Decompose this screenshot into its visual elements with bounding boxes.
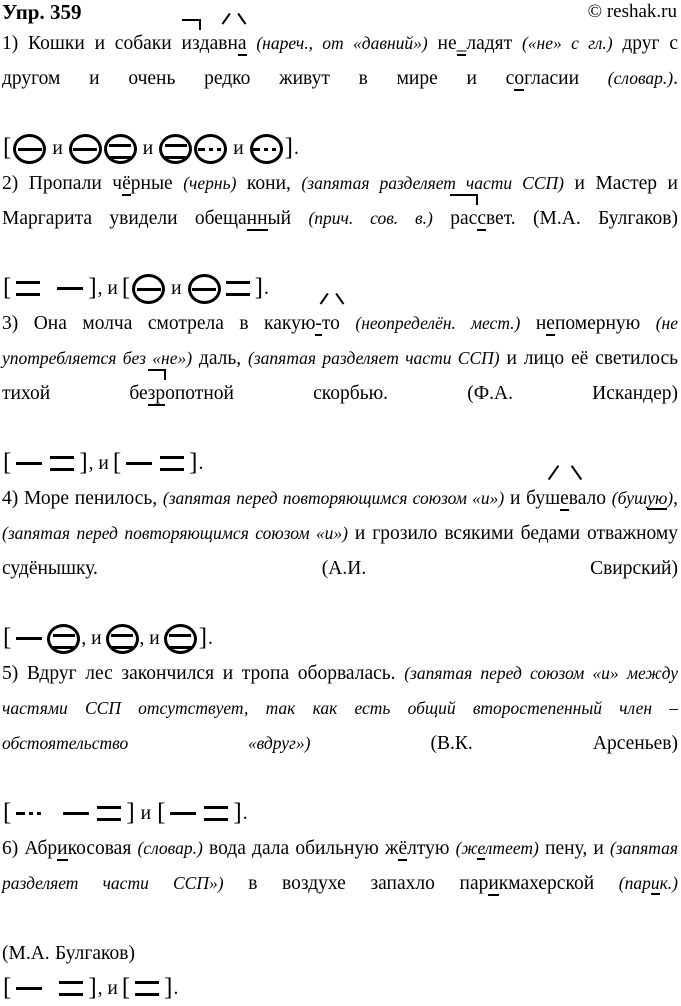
- bracket-close: ]: [254, 274, 263, 301]
- s4-text-b: и буш: [504, 488, 561, 509]
- bracket-open: [: [121, 274, 131, 301]
- s3-note-2: (не употребляется без «не»): [2, 313, 679, 368]
- sentence-3: [2, 306, 678, 446]
- bracket-open: [: [157, 799, 166, 826]
- s6-yo-underline: ё: [398, 838, 408, 859]
- circle-predicate: [164, 624, 197, 654]
- s6-note-2-underline: е: [477, 838, 485, 858]
- scheme-4: [2, 621, 678, 656]
- s1-note-2: («не» с гл.): [521, 33, 613, 53]
- s1-text-c: ладят: [466, 33, 522, 54]
- subject-line-icon: [137, 288, 161, 291]
- bracket-close: ]: [88, 274, 97, 301]
- s3-hyphen-underline: -: [315, 313, 322, 334]
- s2-note-3: (прич. сов. в.): [308, 208, 433, 228]
- bracket-open: [: [3, 274, 12, 301]
- bracket-open: [: [3, 974, 12, 1001]
- s6-text-d: лтую: [407, 838, 456, 859]
- period: .: [263, 278, 269, 299]
- s3-text-g: опотной скорбью. (Ф.А. Искандер): [165, 383, 678, 404]
- subject-line-icon: [16, 987, 42, 990]
- s1-stem: дав: [199, 33, 228, 54]
- exercise-content: [0, 26, 681, 1006]
- s1-prefix-letters: из: [181, 33, 200, 54]
- bracket-close: ]: [198, 624, 208, 651]
- s6-text-f: в воздухе запахло пар: [223, 873, 489, 894]
- period: .: [242, 803, 248, 824]
- bracket-close: ]: [126, 799, 135, 826]
- subject-line-icon: [16, 637, 42, 640]
- sentence-1: [2, 26, 678, 131]
- bracket-close: ]: [164, 974, 173, 1001]
- subject-line-icon: [126, 462, 152, 465]
- s2-text-f: вет. (М.А. Булгаков): [485, 208, 678, 229]
- predicate-line-icon: [165, 144, 187, 159]
- s1-text-e: гласии: [524, 68, 608, 89]
- scheme-5: [2, 796, 678, 831]
- conjunction: и: [171, 278, 182, 299]
- circle-predicate: [104, 134, 137, 164]
- period: .: [198, 453, 204, 474]
- circle-subject: [69, 134, 102, 164]
- sentence-2: [2, 166, 678, 271]
- prefix-mark-rassvet: [450, 201, 477, 236]
- s6-note-2-close: лтеет): [484, 838, 539, 858]
- conjunction: и: [52, 138, 63, 159]
- s6-text-a: 6) Абр: [2, 838, 58, 859]
- subject-line-icon: [192, 288, 216, 291]
- bracket-close: ]: [79, 449, 88, 476]
- bracket-close: ]: [189, 449, 198, 476]
- s3-space: [340, 313, 355, 334]
- s2-text-d: и Мастер и Маргарита увидели обеща: [2, 173, 678, 229]
- postfix-mark-to: [322, 306, 340, 341]
- s2-text-b: рные: [130, 173, 184, 194]
- s3-text-c: померную: [554, 313, 656, 334]
- circle-circumstance: [194, 134, 227, 164]
- s2-ss-underline: с: [477, 208, 486, 229]
- bracket-open: [: [112, 449, 122, 476]
- prefix-mark-bezropotnoy: [148, 376, 165, 411]
- s3-postfix-letters: то: [321, 313, 340, 334]
- comma-conjunction: , и: [139, 628, 160, 649]
- sentence-4: [2, 481, 678, 621]
- s4-note-3: (запятая перед повторяющимся союзом «и»): [2, 523, 349, 543]
- s6-note-4-open: (пар: [618, 873, 651, 893]
- s2-yo-underline: ё: [122, 173, 131, 194]
- s5-note-1: (запятая перед союзом «и» между частями ССП отсутствует, так как есть общий второстепенный член – обстоятельство «вдруг»): [2, 663, 679, 753]
- s4-e-underline: е: [560, 488, 569, 509]
- scheme-1: [2, 131, 678, 166]
- s6-text-c: вода дала обильную ж: [202, 838, 399, 859]
- s1-space-1: [247, 33, 257, 54]
- predicate-line-icon: [111, 634, 133, 649]
- s5-text-a: 5) Вдруг лес закончился и тропа оборвалась.: [2, 663, 405, 684]
- subject-line-icon: [63, 812, 89, 815]
- comma-conjunction: , и: [97, 978, 118, 999]
- conjunction: и: [233, 138, 244, 159]
- s6-i-underline-2: и: [488, 873, 499, 894]
- s6-i-underline-1: и: [57, 838, 68, 859]
- comma-conjunction: , и: [81, 628, 102, 649]
- s4-note-2-close: ): [667, 488, 674, 508]
- s2-text-a: 2) Пропали ч: [2, 173, 123, 194]
- circle-subject: [188, 274, 221, 304]
- circle-predicate: [106, 624, 139, 654]
- prefix-mark-izdavna: [182, 26, 200, 61]
- s1-note-3: (словар.): [607, 68, 674, 88]
- s2-note-2: (запятая разделяет части ССП): [301, 173, 564, 193]
- s3-text-d: даль,: [192, 348, 249, 369]
- conjunction: и: [142, 138, 154, 159]
- s2-text-e: ый: [267, 208, 309, 229]
- suffix-mark-bushevalo: [560, 481, 569, 516]
- s2-space: [433, 208, 450, 229]
- subject-line-icon: [57, 287, 83, 290]
- comma-conjunction: , и: [88, 453, 109, 474]
- s1-suffix-letter: н: [227, 33, 238, 54]
- predicate-line-icon: [97, 806, 121, 821]
- scheme-3: [2, 446, 678, 481]
- s6-text-g: кмахерской: [498, 873, 619, 894]
- s6-note-3: (запятая разделяет части ССП»): [2, 838, 678, 893]
- s4-text-c: вало: [568, 488, 612, 509]
- predicate-line-icon: [50, 456, 74, 471]
- bracket-close: ]: [233, 799, 242, 826]
- predicate-line-icon: [135, 981, 159, 996]
- s6-note-1: (словар.): [137, 838, 203, 858]
- predicate-line-icon: [160, 456, 184, 471]
- bracket-open: [: [121, 974, 131, 1001]
- circumstance-line-icon: [16, 812, 46, 816]
- s3-note-1: (неопределён. мест.): [355, 313, 521, 333]
- bracket-close: ]: [284, 134, 293, 161]
- s3-text-f: и лицо её светилось тихой бе: [2, 348, 679, 404]
- s1-o-underline: о: [514, 68, 525, 89]
- s6-note-4-underline: и: [650, 873, 660, 893]
- bracket-open: [: [3, 449, 12, 476]
- bracket-open: [: [3, 134, 12, 161]
- conjunction: и: [140, 803, 152, 824]
- bracket-open: [: [3, 799, 12, 826]
- period: .: [293, 138, 299, 159]
- s1-text-b: не: [427, 33, 457, 54]
- sentence-6-author: (М.А. Булгаков): [2, 943, 135, 964]
- s6-note-4-close: к.): [659, 873, 678, 893]
- s2-text-c: кони,: [236, 173, 302, 194]
- scheme-6: [2, 971, 678, 1006]
- predicate-line-icon: [204, 806, 228, 821]
- suffix-mark-izdavna: [227, 26, 237, 61]
- s6-text-b: косовая: [67, 838, 138, 859]
- predicate-line-icon: [53, 634, 75, 649]
- circle-subject: [132, 274, 165, 304]
- s2-note-1: (чернь): [183, 173, 237, 193]
- period: .: [173, 978, 179, 999]
- scheme-2: [2, 271, 678, 306]
- s3-note-3: (запятая разделяет части ССП): [248, 348, 500, 368]
- circumstance-line-icon: [198, 148, 224, 151]
- s1-text-f: .: [673, 68, 678, 89]
- sentence-5: [2, 656, 678, 796]
- period: .: [208, 628, 213, 649]
- s2-prefix-letters: рас: [450, 208, 478, 229]
- s1-text-a: 1) Кошки и собаки: [2, 33, 182, 54]
- s4-text-f: и грозило всякими бедами отважному судёнышку. (А.И. Свирский): [2, 523, 678, 579]
- s4-note-2-open: (буш: [611, 488, 648, 508]
- s1-ending-underline: а: [237, 33, 247, 54]
- subject-line-icon: [16, 462, 42, 465]
- s4-text-a: 4) Море пенилось,: [2, 488, 163, 509]
- bracket-close: ]: [88, 974, 97, 1001]
- sentence-6: [2, 831, 678, 936]
- s1-text-d: друг с другом и очень редко живут в мире и с: [2, 33, 679, 89]
- s1-note-1: (нареч., от «давний»): [256, 33, 428, 53]
- s3-e-underline: е: [546, 313, 555, 334]
- circumstance-line-icon: [253, 148, 279, 151]
- s3-text-a: 3) Она молча смотрела в какую: [2, 313, 316, 334]
- s6-note-2-open: (ж: [455, 838, 478, 858]
- s2-nn-underline: нн: [246, 208, 268, 229]
- predicate-line-icon: [59, 981, 83, 996]
- watermark-reshak: © reshak.ru: [587, 1, 677, 22]
- s6-text-e: пену, и: [538, 838, 610, 859]
- s5-text-b: (В.К. Арсеньев): [310, 733, 678, 754]
- predicate-line-icon: [16, 281, 40, 296]
- subject-line-icon: [170, 812, 196, 815]
- circle-circumstance: [250, 134, 283, 164]
- s1-ne-link-underline: _: [456, 33, 467, 54]
- bracket-open: [: [3, 624, 12, 651]
- s4-note-2-underline: ую: [647, 488, 668, 508]
- s3-text-b: н: [520, 313, 547, 334]
- exercise-title: Упр. 359: [2, 0, 82, 24]
- circle-predicate: [159, 134, 192, 164]
- predicate-line-icon: [226, 281, 250, 296]
- circle-predicate: [47, 624, 80, 654]
- predicate-line-icon: [169, 634, 191, 649]
- s4-note-1: (запятая перед повторяющимся союзом «и»): [162, 488, 505, 508]
- subject-line-icon: [18, 148, 42, 151]
- predicate-line-icon: [109, 144, 131, 159]
- page-header: [0, 0, 681, 26]
- s4-text-d: ,: [673, 488, 678, 509]
- comma-conjunction: , и: [97, 278, 118, 299]
- subject-line-icon: [73, 148, 97, 151]
- s3-zr-underline: зр: [147, 383, 166, 404]
- circle-subject: [13, 134, 46, 164]
